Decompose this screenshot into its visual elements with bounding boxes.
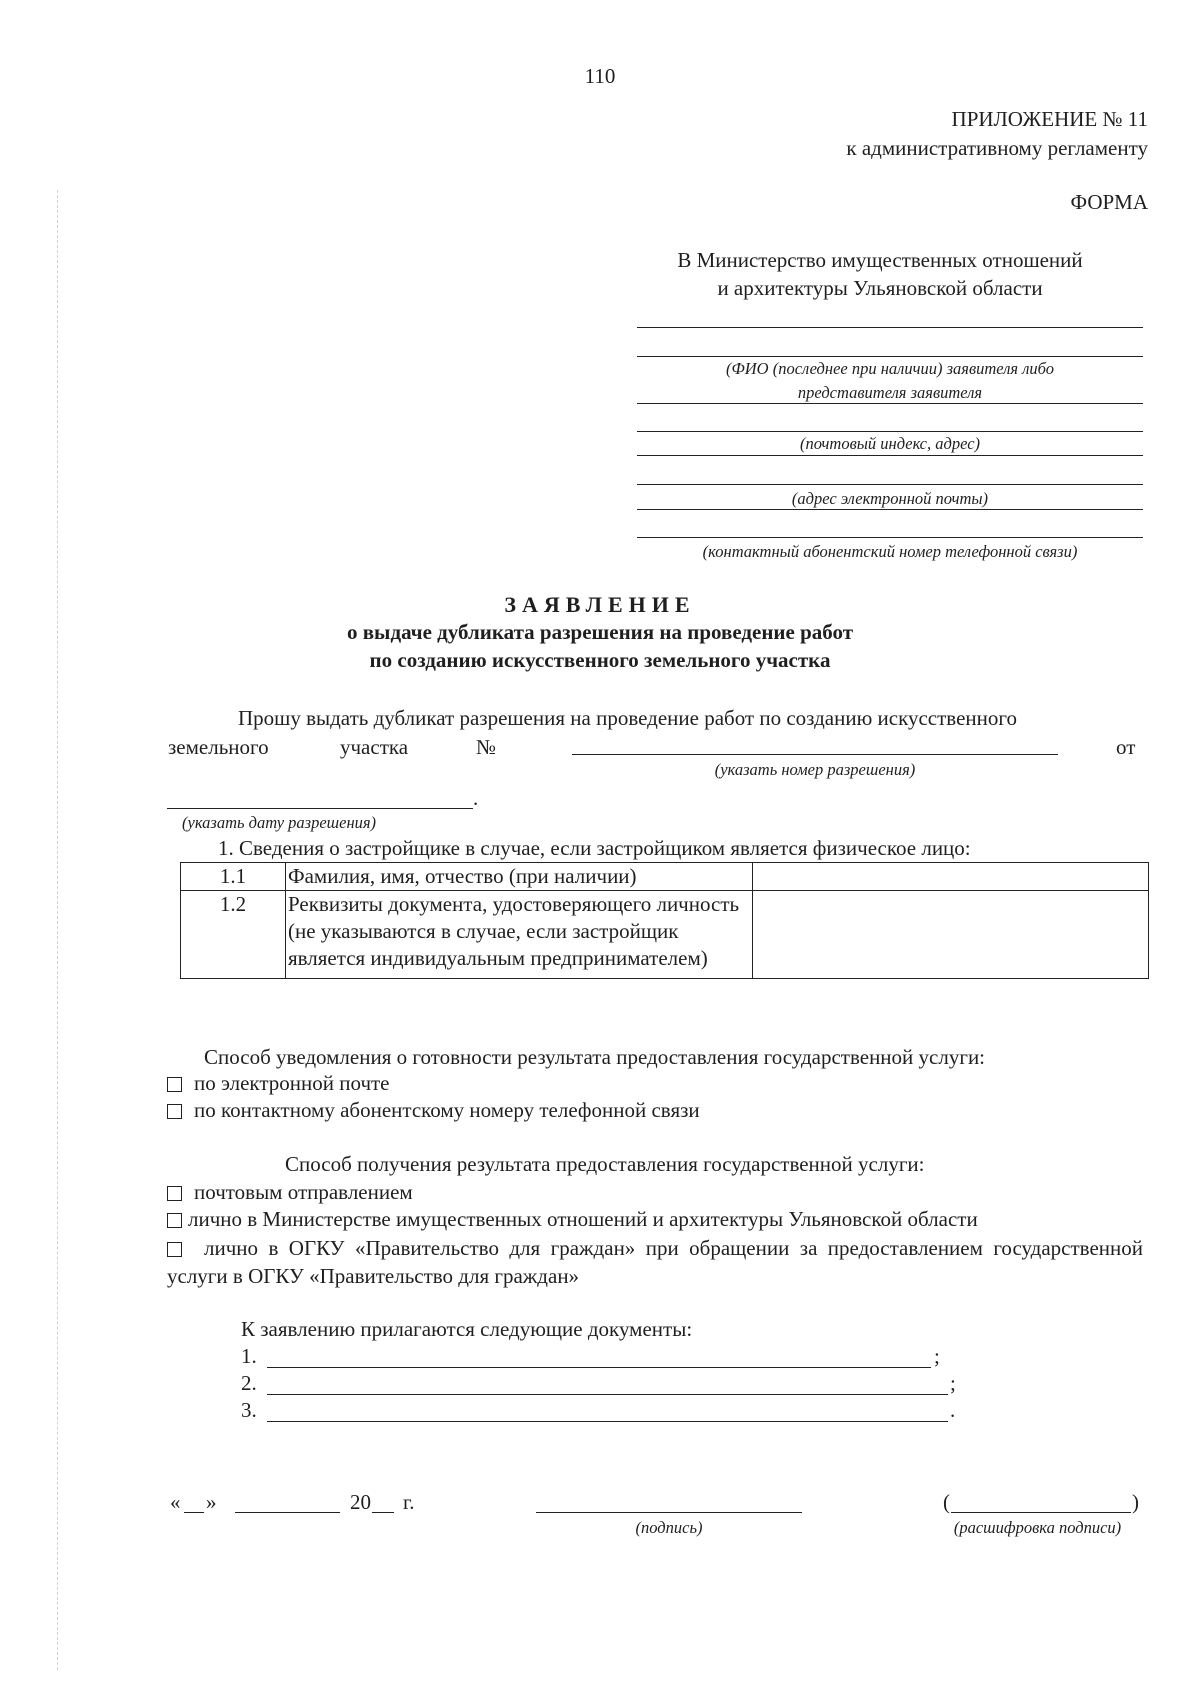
- phone-checkbox[interactable]: [167, 1104, 182, 1119]
- signature-line[interactable]: [536, 1512, 802, 1513]
- postal-hint: (почтовый индекс, адрес): [799, 434, 981, 453]
- fio-line-2[interactable]: [637, 356, 1143, 357]
- receipt-option-mfc: [167, 1234, 1143, 1290]
- table-row: [181, 891, 1149, 979]
- date-quote-close: »: [206, 1490, 217, 1514]
- appendix-subtitle: к административному регламенту: [846, 136, 1148, 160]
- document-subtitle-2: по созданию искусственного земельного участка: [369, 648, 831, 672]
- attachment-2-number: 2.: [241, 1371, 257, 1395]
- row-value-field[interactable]: [753, 863, 1149, 891]
- permit-number-hint: (указать номер разрешения): [714, 760, 916, 779]
- addressee-line-1: В Министерство имущественных отношений: [677, 248, 1083, 272]
- page-number: 110: [584, 64, 616, 88]
- signature-hint: (подпись): [635, 1518, 703, 1537]
- fio-hint-2: представителя заявителя: [797, 383, 983, 402]
- row-label: Реквизиты документа, удостоверяющего личность (не указываются в случае, если застройщик является индивидуальным предпринимателем): [286, 891, 753, 979]
- permit-date-period: .: [473, 786, 479, 810]
- receipt-option-label: почтовым отправлением: [194, 1180, 413, 1204]
- attachments-title: К заявлению прилагаются следующие документы:: [241, 1317, 693, 1341]
- notification-option-phone: [167, 1098, 700, 1123]
- document-title: ЗАЯВЛЕНИЕ: [504, 592, 696, 617]
- row-number: 1.1: [181, 863, 286, 891]
- date-day-line[interactable]: [184, 1512, 204, 1513]
- date-quote-open: «: [170, 1490, 181, 1514]
- fio-hint-1: (ФИО (последнее при наличии) заявителя либо: [726, 359, 1054, 378]
- notification-option-label: по контактному абонентскому номеру телефонной связи: [194, 1098, 700, 1122]
- email-hint: (адрес электронной почты): [791, 489, 989, 508]
- attachment-2-end: ;: [950, 1371, 956, 1395]
- notification-option-label: по электронной почте: [194, 1071, 390, 1095]
- request-line-1: Прошу выдать дубликат разрешения на проведение работ по созданию искусственного: [238, 706, 1017, 730]
- mail-checkbox[interactable]: [167, 1186, 182, 1201]
- attachment-3-number: 3.: [241, 1398, 257, 1422]
- row-number: 1.2: [181, 891, 286, 979]
- request-number-sign: №: [476, 735, 497, 759]
- receipt-option-mail: [167, 1180, 413, 1205]
- notification-title: Способ уведомления о готовности результата предоставления государственной услуги:: [204, 1045, 986, 1069]
- scan-edge-mark: [57, 190, 58, 1670]
- table-row: [181, 863, 1149, 891]
- section1-title: 1. Сведения о застройщике в случае, если застройщиком является физическое лицо:: [218, 836, 971, 860]
- request-word-uchastka: участка: [340, 735, 409, 759]
- permit-date-hint: (указать дату разрешения): [182, 813, 377, 832]
- document-subtitle-1: о выдаче дубликата разрешения на проведение работ: [346, 620, 854, 644]
- row-value-field[interactable]: [753, 891, 1149, 979]
- form-label: ФОРМА: [1070, 190, 1148, 214]
- attachment-2-line[interactable]: [267, 1394, 948, 1395]
- decoding-paren-open: (: [943, 1490, 950, 1514]
- addressee-line-2: и архитектуры Ульяновской области: [717, 276, 1043, 300]
- permit-number-line[interactable]: [572, 754, 1058, 755]
- decoding-paren-close: ): [1132, 1490, 1139, 1514]
- receipt-option-label: лично в Министерстве имущественных отношений и архитектуры Ульяновской области: [188, 1207, 978, 1231]
- request-word-zemelnogo: земельного: [168, 735, 269, 759]
- date-year-line[interactable]: [372, 1512, 394, 1513]
- email-line-1[interactable]: [637, 484, 1143, 485]
- appendix-title: ПРИЛОЖЕНИЕ № 11: [951, 107, 1148, 131]
- permit-date-line[interactable]: [167, 808, 473, 809]
- receipt-option-label: лично в ОГКУ «Правительство для граждан» при обращении за предоставлением государственной услуги в ОГКУ «Правительство для граждан»: [167, 1236, 1143, 1288]
- request-word-ot: от: [1116, 735, 1136, 759]
- postal-line-2[interactable]: [637, 455, 1143, 456]
- row-label: Фамилия, имя, отчество (при наличии): [286, 863, 753, 891]
- email-checkbox[interactable]: [167, 1077, 182, 1092]
- date-month-line[interactable]: [235, 1512, 340, 1513]
- notification-option-email: [167, 1071, 390, 1096]
- decoding-hint: (расшифровка подписи): [953, 1518, 1122, 1537]
- fio-line-3[interactable]: [637, 403, 1143, 404]
- postal-line-1[interactable]: [637, 431, 1143, 432]
- attachment-1-end: ;: [934, 1344, 940, 1368]
- email-line-2[interactable]: [637, 509, 1143, 510]
- attachment-1-number: 1.: [241, 1344, 257, 1368]
- date-year-suffix: г.: [403, 1490, 415, 1514]
- attachment-1-line[interactable]: [267, 1367, 931, 1368]
- decoding-line[interactable]: [951, 1512, 1131, 1513]
- developer-info-table: [180, 862, 1149, 979]
- receipt-option-ministry: [167, 1207, 978, 1232]
- attachment-3-end: .: [950, 1398, 956, 1422]
- ministry-checkbox[interactable]: [167, 1213, 182, 1228]
- receipt-title: Способ получения результата предоставления государственной услуги:: [285, 1152, 925, 1176]
- mfc-checkbox[interactable]: [167, 1242, 182, 1257]
- phone-hint: (контактный абонентский номер телефонной связи): [702, 542, 1078, 561]
- attachment-3-line[interactable]: [267, 1421, 948, 1422]
- fio-line-1[interactable]: [637, 327, 1143, 328]
- date-year-prefix: 20: [350, 1490, 371, 1514]
- phone-line[interactable]: [637, 537, 1143, 538]
